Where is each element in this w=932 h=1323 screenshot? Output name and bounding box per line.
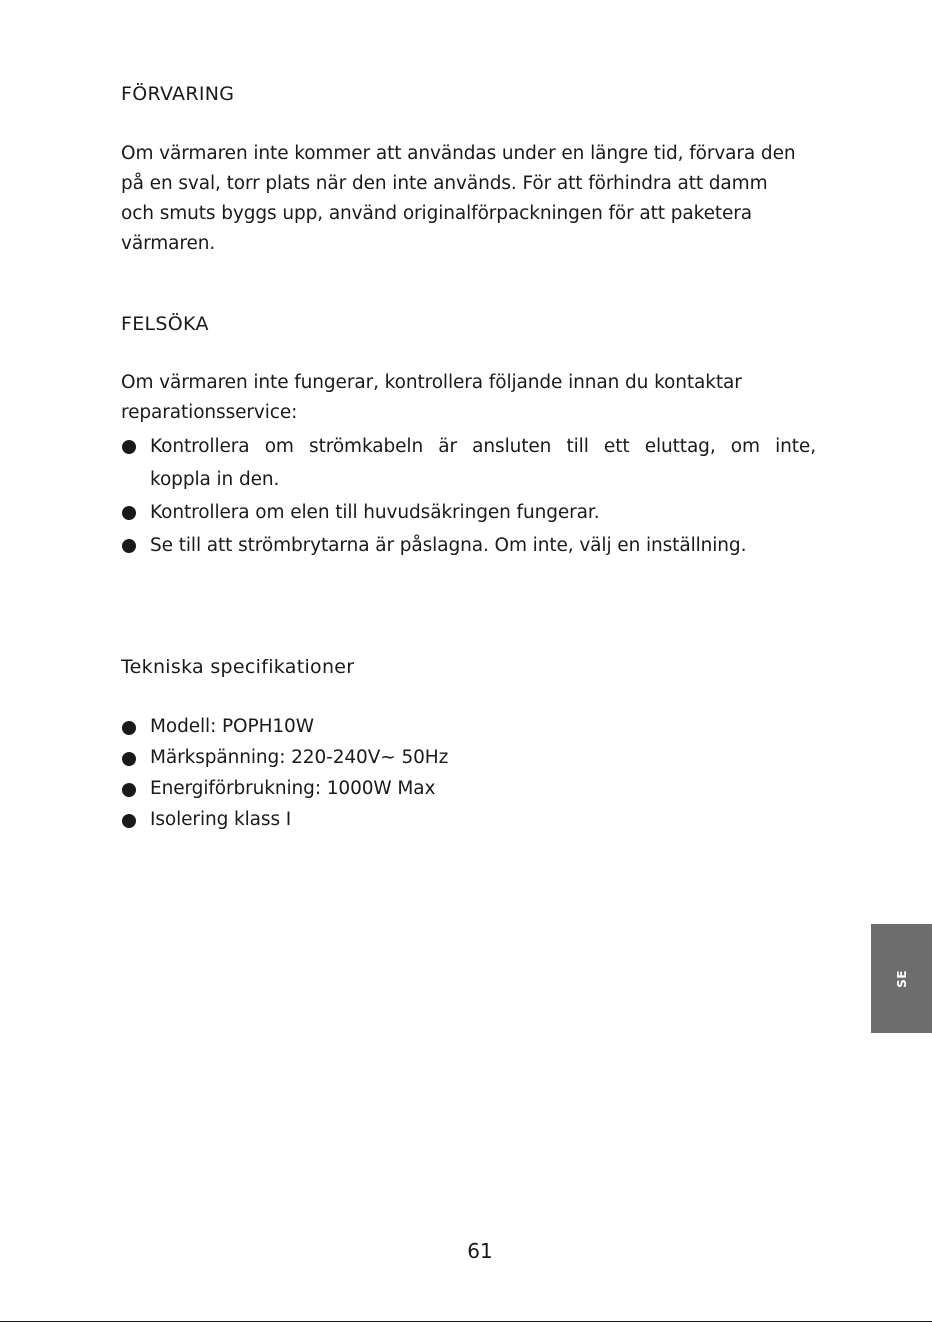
list-item <box>121 773 816 804</box>
troubleshoot-intro-line: reparationsservice: <box>121 402 298 423</box>
bullet-icon <box>122 752 136 766</box>
list-item <box>121 430 816 496</box>
spec-text: Modell: POPH10W <box>150 716 314 737</box>
bullet-icon <box>122 506 136 520</box>
list-item-text: Se till att strömbrytarna är påslagna. Om inte, välj en inställning. <box>150 535 747 556</box>
storage-line: Om värmaren inte kommer att användas under en längre tid, förvara den <box>121 143 796 164</box>
bullet-icon <box>122 539 136 553</box>
troubleshoot-heading: FELSÖKA <box>121 313 209 335</box>
storage-line: och smuts byggs upp, använd originalförpackningen för att paketera <box>121 203 753 224</box>
bullet-icon <box>122 721 136 735</box>
page-number: 61 <box>467 1239 493 1263</box>
list-item-text: Kontrollera om elen till huvudsäkringen fungerar. <box>150 502 600 523</box>
storage-paragraph <box>121 139 816 259</box>
language-tab <box>871 924 932 1033</box>
list-item <box>121 496 816 529</box>
list-item <box>121 711 816 742</box>
bullet-icon <box>122 440 136 454</box>
spec-text: Märkspänning: 220-240V~ 50Hz <box>150 747 449 768</box>
specs-heading: Tekniska specifikationer <box>121 656 355 678</box>
list-item <box>121 529 816 562</box>
storage-line: värmaren. <box>121 233 216 254</box>
troubleshoot-intro-line: Om värmaren inte fungerar, kontrollera följande innan du kontaktar <box>121 372 742 393</box>
specs-list <box>121 711 816 835</box>
spec-text: Energiförbrukning: 1000W Max <box>150 778 436 799</box>
list-item-text: Kontrollera om strömkabeln är ansluten till ett eluttag, om inte, <box>150 436 816 457</box>
language-tab-label: SE <box>894 969 909 988</box>
list-item <box>121 742 816 773</box>
troubleshoot-intro <box>121 368 816 428</box>
list-item-text: koppla in den. <box>150 469 280 490</box>
bullet-icon <box>122 814 136 828</box>
list-item <box>121 804 816 835</box>
storage-line: på en sval, torr plats när den inte används. För att förhindra att damm <box>121 173 768 194</box>
bullet-icon <box>122 783 136 797</box>
spec-text: Isolering klass I <box>150 809 292 830</box>
storage-heading: FÖRVARING <box>121 83 235 105</box>
bottom-rule <box>0 1321 932 1322</box>
troubleshoot-list <box>121 430 816 562</box>
